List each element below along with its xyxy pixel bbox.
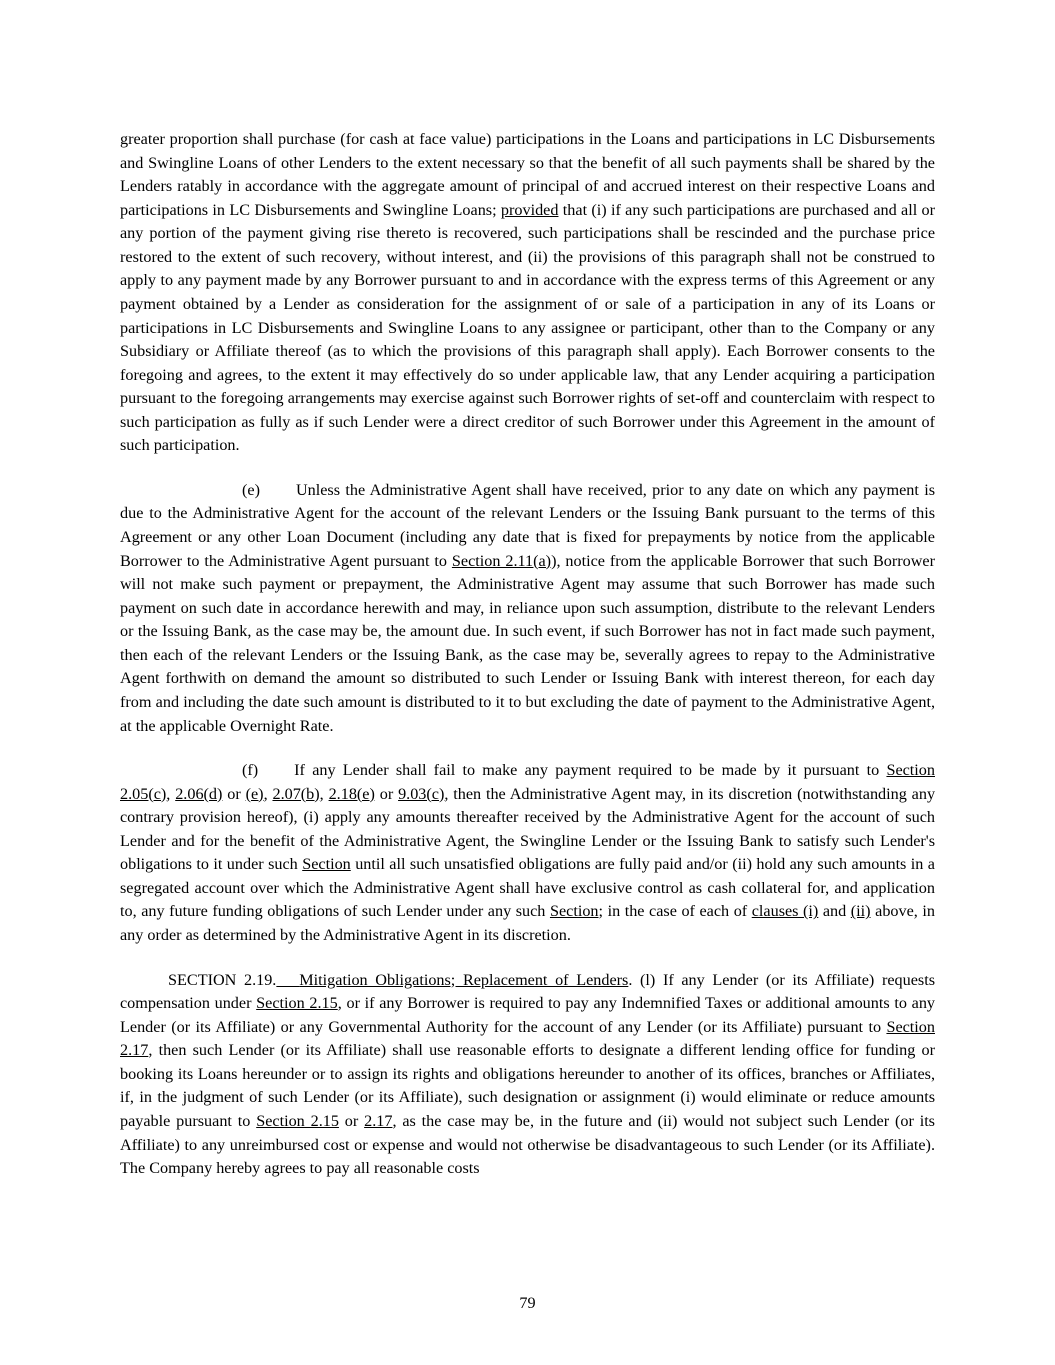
paragraph-f	[120, 759, 935, 948]
paragraph-text: Unless the Administrative Agent shall have received, prior to any date on which any payment is due to the Administrative Agent for the account of the relevant Lenders or the Issuing Bank pursuant to the terms of this Agreement or any other Loan Document (including any date that is fixed for prepayments by notice from the applicable Borrower to the Administrative Agent pursuant to Section 2.11(a)), notice from the applicable Borrower that such Borrower will not make such payment or prepayment, the Administrative Agent may assume that such Borrower has made such payment on such date in accordance herewith and may, in reliance upon such assumption, distribute to the relevant Lenders or the Issuing Bank, as the case may be, the amount due. In such event, if such Borrower has not in fact made such payment, then each of the relevant Lenders or the Issuing Bank, as the case may be, severally agrees to repay to the Administrative Agent forthwith on demand the amount so distributed to such Lender or Issuing Bank with interest thereon, for each day from and including the date such amount is distributed to it to but excluding the date of payment to the Administrative Agent, at the applicable Overnight Rate.	[120, 480, 935, 735]
paragraph-label-f: (f)	[242, 761, 259, 780]
section-number: SECTION 2.19.	[168, 970, 277, 989]
section-2-19	[120, 969, 935, 1181]
paragraph-continuation	[120, 128, 935, 458]
page-number: 79	[519, 1294, 536, 1312]
paragraph-text: greater proportion shall purchase (for cash at face value) participations in the Loans and participations in LC Disbursements and Swingline Loans of other Lenders to the extent necessary so that the benefit of all such payments shall be shared by the Lenders ratably in accordance with the aggregate amount of principal of and accrued interest on their respective Loans and participations in LC Disbursements and Swingline Loans; provided that (i) if any such participations are purchased and all or any portion of the payment giving rise thereto is recovered, such participations shall be rescinded and the purchase price restored to the extent of such recovery, without interest, and (ii) the provisions of this paragraph shall not be construed to apply to any payment made by any Borrower pursuant to and in accordance with the express terms of this Agreement or any payment obtained by a Lender as consideration for the assignment of or sale of a participation in any of its Loans or participations in LC Disbursements and Swingline Loans to any assignee or participant, other than to the Company or any Subsidiary or Affiliate thereof (as to which the provisions of this paragraph shall apply). Each Borrower consents to the foregoing and agrees, to the extent it may effectively do so under applicable law, that any Lender acquiring a participation pursuant to the foregoing arrangements may exercise against such Borrower rights of set-off and counterclaim with respect to such participation as fully as if such Lender were a direct creditor of such Borrower under this Agreement in the amount of such participation.	[120, 130, 935, 455]
section-heading-gap	[276, 971, 299, 989]
paragraph-text: . (l) If any Lender (or its Affiliate) requests compensation under Section 2.15, or if any Borrower is required to pay any Indemnified Taxes or additional amounts to any Lender (or its Affiliate) or any Governmental Authority for the account of any Lender (or its Affiliate) pursuant to Section 2.17, then such Lender (or its Affiliate) shall use reasonable efforts to designate a different lending office for funding or booking its Loans hereunder or to assign its rights and obligations hereunder to another of its offices, branches or Affiliates, if, in the judgment of such Lender (or its Affiliate), such designation or assignment (i) would eliminate or reduce amounts payable pursuant to Section 2.15 or 2.17, as the case may be, in the future and (ii) would not subject such Lender (or its Affiliate) to any unreimbursed cost or expense and would not otherwise be disadvantageous to such Lender (or its Affiliate). The Company hereby agrees to pay all reasonable costs	[120, 970, 936, 1178]
document-body	[120, 128, 935, 1181]
section-heading: Mitigation Obligations; Replacement of Lenders	[299, 970, 629, 989]
paragraph-label-e: (e)	[242, 480, 260, 499]
paragraph-text: If any Lender shall fail to make any payment required to be made by it pursuant to Section 2.05(c), 2.06(d) or (e), 2.07(b), 2.18(e) or 9.03(c), then the Administrative Agent may, in its discretion (notwithstanding any contrary provision hereof), (i) apply any amounts thereafter received by the Administrative Agent for the account of such Lender and for the benefit of the Administrative Agent, the Swingline Lender or the Issuing Bank to satisfy such Lender's obligations to it under such Section until all such unsatisfied obligations are fully paid and/or (ii) hold any such amounts in a segregated account over which the Administrative Agent shall have exclusive control as cash collateral for, and application to, any future funding obligations of such Lender under any such Section; in the case of each of clauses (i) and (ii) above, in any order as determined by the Administrative Agent in its discretion.	[120, 761, 936, 944]
paragraph-e	[120, 479, 935, 738]
